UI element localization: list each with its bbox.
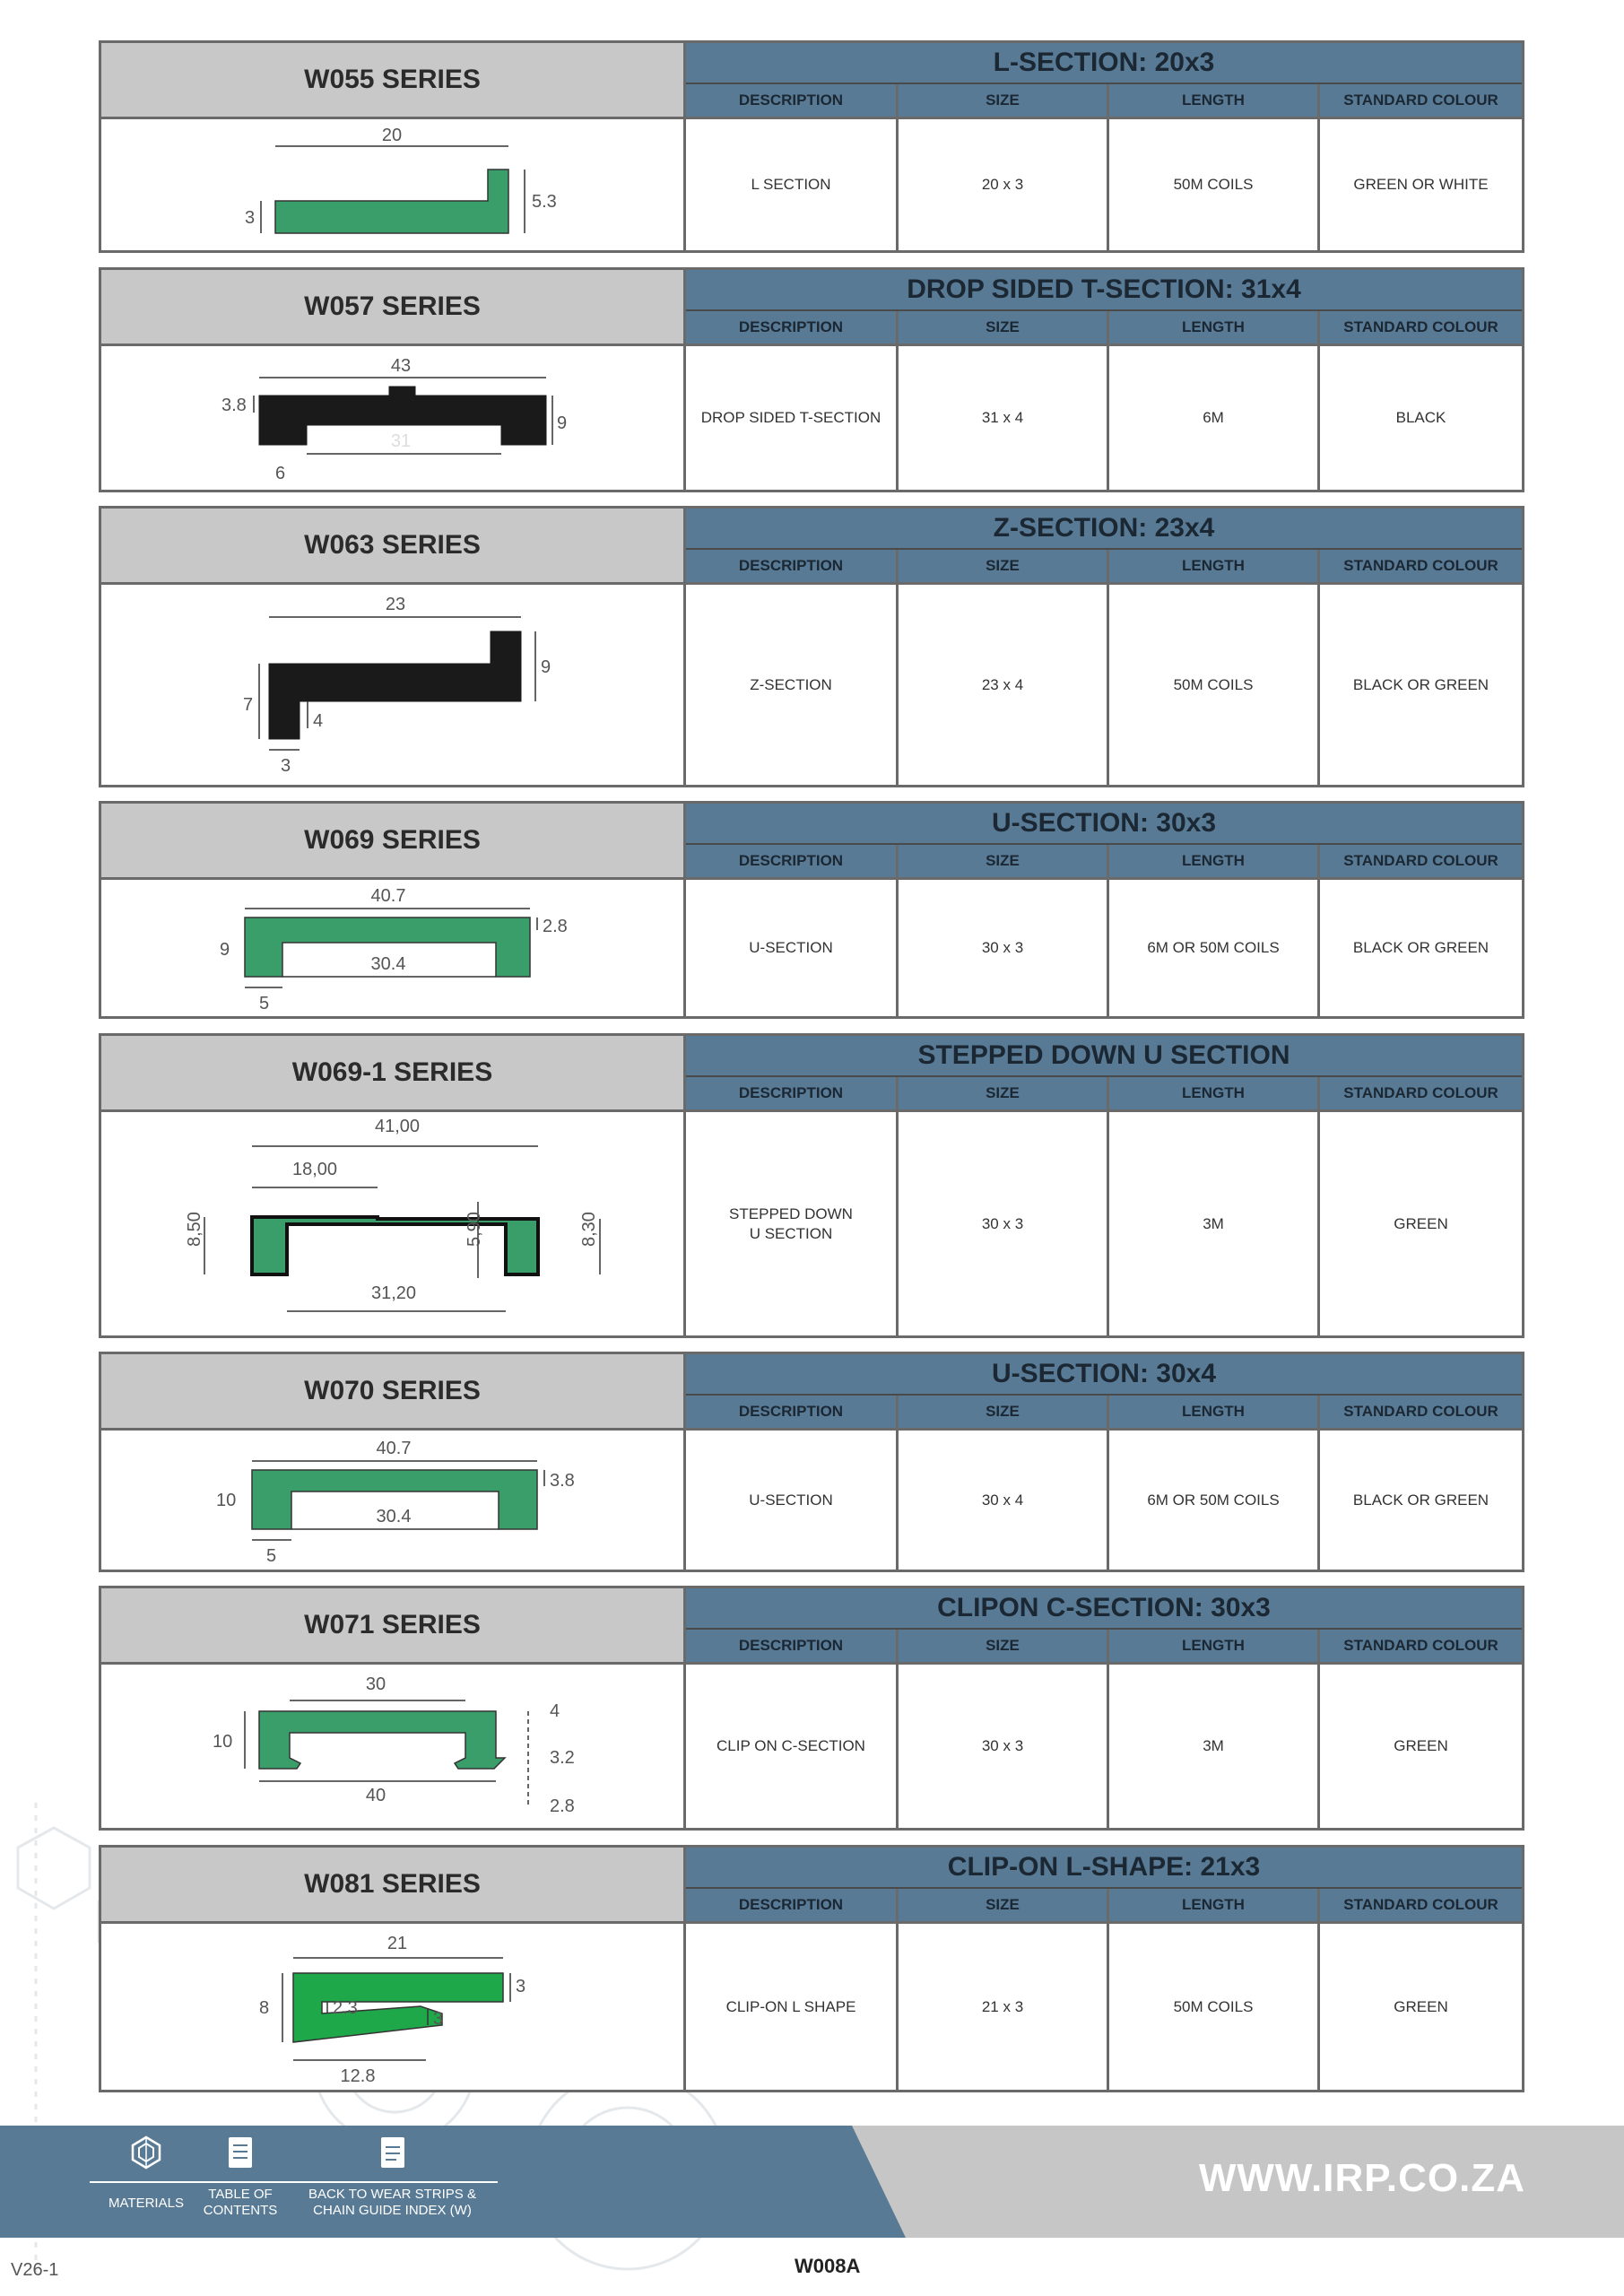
cell-description: DROP SIDED T-SECTION	[700, 409, 881, 426]
section-w069-1	[99, 1033, 1524, 1338]
website-url[interactable]: WWW.IRP.CO.ZA	[1198, 2156, 1525, 2200]
index-label: BACK TO WEAR STRIPS & CHAIN GUIDE INDEX (W)	[308, 2187, 476, 2218]
cell-size: 31 x 4	[896, 346, 1107, 490]
contents-icon	[222, 2135, 258, 2170]
materials-label: MATERIALS	[109, 2196, 184, 2211]
profile-diagram	[101, 119, 686, 250]
col-size: SIZE	[896, 1396, 1107, 1431]
cell-colour: BLACK OR GREEN	[1317, 585, 1522, 785]
col-description: DESCRIPTION	[686, 1396, 896, 1431]
section-title: U-SECTION: 30x3	[686, 804, 1522, 845]
col-size: SIZE	[896, 1889, 1107, 1924]
col-length: LENGTH	[1107, 84, 1317, 119]
materials-link[interactable]	[97, 2126, 195, 2238]
cell-colour: BLACK OR GREEN	[1317, 880, 1522, 1016]
dim-height: 9	[557, 413, 568, 433]
l-profile-shape	[275, 170, 508, 233]
cell-description: U-SECTION	[749, 939, 833, 956]
cell-size: 30 x 3	[896, 1665, 1107, 1828]
dim-b: 3.2	[550, 1748, 575, 1768]
dim-width: 40.7	[370, 886, 406, 906]
col-colour: STANDARD COLOUR	[1317, 1889, 1522, 1924]
version-label: V26-1	[11, 2260, 59, 2280]
col-length: LENGTH	[1107, 1630, 1317, 1665]
dim-width: 20	[381, 126, 403, 145]
cell-size: 21 x 3	[896, 1924, 1107, 2090]
cell-colour: GREEN	[1317, 1924, 1522, 2090]
cell-description: CLIP ON C-SECTION	[716, 1737, 865, 1754]
series-label: W057 SERIES	[101, 270, 686, 346]
col-size: SIZE	[896, 84, 1107, 119]
cell-colour: GREEN	[1317, 1112, 1522, 1335]
clip-l-profile-shape	[293, 1973, 503, 2042]
index-icon	[375, 2135, 411, 2170]
cell-length: 3M	[1107, 1112, 1317, 1335]
cell-size: 23 x 4	[896, 585, 1107, 785]
dim-lip: 3	[433, 2009, 444, 2029]
dim-thick: 3	[516, 1977, 526, 1996]
col-description: DESCRIPTION	[686, 1077, 896, 1112]
dim-width: 23	[385, 595, 406, 614]
dim-thick: 3.8	[550, 1471, 575, 1491]
col-length: LENGTH	[1107, 845, 1317, 880]
dim-right: 9	[541, 657, 551, 677]
cell-size: 30 x 4	[896, 1431, 1107, 1570]
series-label: W069-1 SERIES	[101, 1036, 686, 1112]
col-description: DESCRIPTION	[686, 1889, 896, 1924]
dim-height: 10	[216, 1491, 237, 1510]
series-label: W071 SERIES	[101, 1588, 686, 1665]
col-length: LENGTH	[1107, 1889, 1317, 1924]
col-length: LENGTH	[1107, 1077, 1317, 1112]
cell-description: U-SECTION	[749, 1491, 833, 1509]
cell-size: 30 x 3	[896, 1112, 1107, 1335]
section-title: U-SECTION: 30x4	[686, 1354, 1522, 1396]
col-size: SIZE	[896, 1630, 1107, 1665]
dim-height: 8	[259, 1998, 270, 2018]
cell-length: 6M OR 50M COILS	[1107, 880, 1317, 1016]
section-w071	[99, 1586, 1524, 1831]
col-description: DESCRIPTION	[686, 845, 896, 880]
profile-diagram	[101, 585, 686, 785]
dim-inner: 30.4	[370, 954, 406, 974]
col-colour: STANDARD COLOUR	[1317, 84, 1522, 119]
c-profile-shape	[259, 1711, 505, 1769]
series-label: W081 SERIES	[101, 1848, 686, 1924]
col-size: SIZE	[896, 845, 1107, 880]
dim-thick: 2.8	[543, 917, 568, 936]
cell-length: 50M COILS	[1107, 119, 1317, 250]
dim-bottom: 40	[365, 1786, 386, 1805]
col-colour: STANDARD COLOUR	[1317, 311, 1522, 346]
section-title: Z-SECTION: 23x4	[686, 509, 1522, 550]
dim-leg: 5	[259, 994, 270, 1013]
col-length: LENGTH	[1107, 311, 1317, 346]
series-label: W069 SERIES	[101, 804, 686, 880]
col-description: DESCRIPTION	[686, 311, 896, 346]
stepped-u-profile-shape	[252, 1217, 538, 1274]
dim-bottom: 12.8	[340, 2066, 376, 2086]
cell-description: L SECTION	[751, 176, 831, 193]
col-description: DESCRIPTION	[686, 1630, 896, 1665]
cell-size: 20 x 3	[896, 119, 1107, 250]
col-description: DESCRIPTION	[686, 84, 896, 119]
dim-height: 9	[220, 940, 230, 960]
table-of-contents-link[interactable]	[195, 2126, 285, 2238]
cell-colour: GREEN	[1317, 1665, 1522, 1828]
section-w069	[99, 801, 1524, 1019]
contents-label: TABLE OF CONTENTS	[203, 2187, 278, 2218]
profile-diagram	[101, 346, 686, 490]
cell-colour: GREEN OR WHITE	[1317, 119, 1522, 250]
dim-leg: 6	[275, 464, 286, 483]
dim-thickness: 3	[245, 208, 256, 228]
materials-icon	[128, 2135, 164, 2170]
col-size: SIZE	[896, 311, 1107, 346]
dim-width: 40.7	[376, 1439, 412, 1458]
section-w055	[99, 40, 1524, 253]
dim-left: 8,50	[185, 1212, 204, 1247]
dim-width: 41,00	[374, 1117, 421, 1136]
series-label: W055 SERIES	[101, 43, 686, 119]
profile-diagram	[101, 1924, 686, 2090]
section-w057	[99, 267, 1524, 492]
footer	[0, 2126, 1624, 2238]
section-title: CLIP-ON L-SHAPE: 21x3	[686, 1848, 1522, 1889]
dim-a: 4	[550, 1701, 560, 1721]
col-colour: STANDARD COLOUR	[1317, 1396, 1522, 1431]
dim-inner: 30.4	[376, 1507, 412, 1526]
col-colour: STANDARD COLOUR	[1317, 1077, 1522, 1112]
col-description: DESCRIPTION	[686, 550, 896, 585]
col-size: SIZE	[896, 1077, 1107, 1112]
profile-diagram	[101, 880, 686, 1016]
cell-colour: BLACK	[1317, 346, 1522, 490]
col-size: SIZE	[896, 550, 1107, 585]
cell-length: 50M COILS	[1107, 585, 1317, 785]
profile-diagram	[101, 1665, 686, 1828]
section-title: DROP SIDED T-SECTION: 31x4	[686, 270, 1522, 311]
dim-inner: 31	[390, 431, 412, 451]
dim-width: 21	[386, 1934, 408, 1953]
section-title: STEPPED DOWN U SECTION	[686, 1036, 1522, 1077]
dim-inner: 31,20	[370, 1283, 417, 1303]
col-colour: STANDARD COLOUR	[1317, 1630, 1522, 1665]
dim-left: 7	[243, 695, 254, 715]
cell-length: 6M	[1107, 346, 1317, 490]
z-profile-shape	[269, 631, 521, 739]
back-to-index-link[interactable]	[296, 2126, 489, 2238]
col-colour: STANDARD COLOUR	[1317, 845, 1522, 880]
dim-height: 10	[213, 1732, 233, 1752]
cell-description: Z-SECTION	[750, 675, 832, 693]
dim-thick: 4	[313, 711, 324, 731]
page-code: W008A	[795, 2255, 861, 2277]
cell-length: 3M	[1107, 1665, 1317, 1828]
dim-height: 5.3	[532, 192, 557, 212]
profile-diagram	[101, 1431, 686, 1570]
section-w081	[99, 1845, 1524, 2092]
cell-length: 50M COILS	[1107, 1924, 1317, 2090]
cell-size: 30 x 3	[896, 880, 1107, 1016]
col-length: LENGTH	[1107, 550, 1317, 585]
profile-diagram	[101, 1112, 686, 1335]
dim-leg: 5	[266, 1546, 277, 1566]
dim-right: 8,30	[579, 1212, 599, 1247]
col-colour: STANDARD COLOUR	[1317, 550, 1522, 585]
series-label: W063 SERIES	[101, 509, 686, 585]
section-title: CLIPON C-SECTION: 30x3	[686, 1588, 1522, 1630]
section-title: L-SECTION: 20x3	[686, 43, 1522, 84]
cell-description: STEPPED DOWN U SECTION	[729, 1205, 853, 1242]
section-w070	[99, 1352, 1524, 1572]
dim-depth: 5,90	[465, 1212, 484, 1247]
dim-c: 2.8	[550, 1796, 575, 1816]
cell-description: CLIP-ON L SHAPE	[725, 1997, 856, 2015]
series-label: W070 SERIES	[101, 1354, 686, 1431]
dim-top: 30	[365, 1674, 386, 1694]
col-length: LENGTH	[1107, 1396, 1317, 1431]
section-w063	[99, 506, 1524, 787]
dim-top: 3.8	[221, 396, 247, 415]
dim-step: 18,00	[291, 1160, 338, 1179]
dim-width: 43	[390, 356, 412, 376]
cell-length: 6M OR 50M COILS	[1107, 1431, 1317, 1570]
dim-gap: 2.3	[333, 1998, 358, 2018]
cell-colour: BLACK OR GREEN	[1317, 1431, 1522, 1570]
dim-leg: 3	[281, 756, 291, 776]
